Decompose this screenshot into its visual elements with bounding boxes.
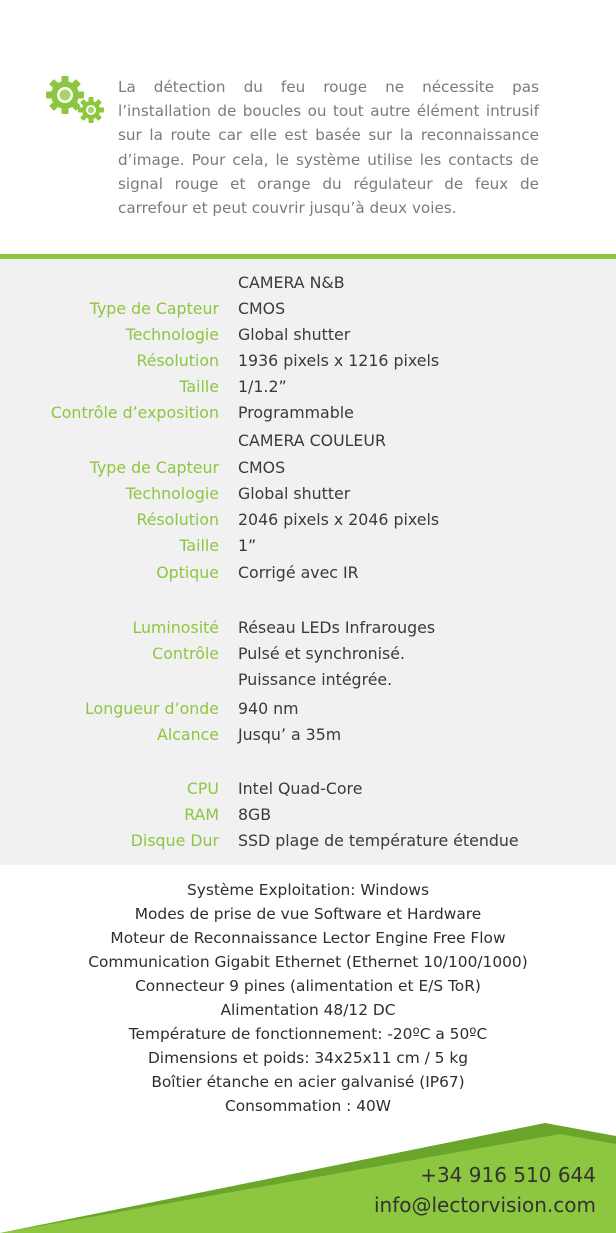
spec-label: Alcance <box>157 725 219 744</box>
feature-line: Température de fonctionnement: -20ºC a 50ºC <box>128 1025 488 1043</box>
spec-value: 8GB <box>238 805 272 824</box>
spec-row <box>0 723 616 749</box>
spec-label: Technologie <box>125 484 219 503</box>
spec-value: 940 nm <box>238 699 299 718</box>
spec-label: Longueur d’onde <box>85 699 219 718</box>
spec-row <box>0 668 616 694</box>
spec-row <box>0 349 616 375</box>
spec-value: 1/1.2” <box>238 377 287 396</box>
spec-value: Global shutter <box>238 484 351 503</box>
contact-email[interactable]: info@lectorvision.com <box>373 1193 596 1217</box>
spec-row <box>0 297 616 323</box>
spec-value: 1936 pixels x 1216 pixels <box>238 351 440 370</box>
spec-row <box>0 697 616 723</box>
spec-row <box>0 323 616 349</box>
spec-row <box>0 271 616 297</box>
spec-value: 2046 pixels x 2046 pixels <box>238 510 440 529</box>
feature-line: Consommation : 40W <box>224 1097 392 1115</box>
spec-row <box>0 829 616 855</box>
spec-row <box>0 456 616 482</box>
spec-row <box>0 401 616 427</box>
feature-line: Connecteur 9 pines (alimentation et E/S ToR) <box>135 977 481 995</box>
spec-row <box>0 508 616 534</box>
spec-label: Type de Capteur <box>89 458 219 477</box>
spec-value: Corrigé avec IR <box>238 563 359 582</box>
contact-phone[interactable]: +34 916 510 644 <box>420 1163 596 1187</box>
spec-value: CMOS <box>238 458 286 477</box>
spec-row <box>0 561 616 587</box>
spec-label: Contrôle d’exposition <box>50 403 219 422</box>
feature-line: Communication Gigabit Ethernet (Ethernet 10/100/1000) <box>88 953 528 971</box>
intro-paragraph: La détection du feu rouge ne nécessite pas l’installation de boucles ou tout autre élément intrusif sur la route car elle est basée sur la reconnaissance d’image. Pour cela, le système utilise les contacts de signal rouge et orange du régulateur de feux de carrefour et peut couvrir jusqu’à deux voies. <box>118 78 539 218</box>
intro-section <box>0 0 616 255</box>
spec-label: Technologie <box>125 325 219 344</box>
spec-label: Luminosité <box>132 618 219 637</box>
spec-value: SSD plage de température étendue <box>238 831 519 850</box>
feature-line: Boîtier étanche en acier galvanisé (IP67) <box>151 1073 465 1091</box>
spec-label: Résolution <box>136 351 219 370</box>
spec-value: Programmable <box>238 403 354 422</box>
spec-row <box>0 642 616 668</box>
spec-label: Type de Capteur <box>89 299 219 318</box>
spec-label: Taille <box>179 536 219 555</box>
spec-label: Taille <box>179 377 219 396</box>
spec-value: Jusqu’ a 35m <box>238 725 342 744</box>
spec-row <box>0 777 616 803</box>
feature-line: Alimentation 48/12 DC <box>220 1001 396 1019</box>
spec-row <box>0 534 616 560</box>
spec-value: Intel Quad-Core <box>238 779 363 798</box>
spec-row <box>0 803 616 829</box>
feature-line: Système Exploitation: Windows <box>186 881 430 899</box>
spec-value: Pulsé et synchronisé. <box>238 644 406 663</box>
spec-row <box>0 375 616 401</box>
spec-value: 1” <box>238 536 257 555</box>
spec-label: Résolution <box>136 510 219 529</box>
features-list <box>0 878 616 1118</box>
spec-value: CAMERA COULEUR <box>238 431 386 450</box>
feature-line: Moteur de Reconnaissance Lector Engine Free Flow <box>110 929 506 947</box>
spec-row <box>0 482 616 508</box>
spec-row <box>0 616 616 642</box>
spec-value: Réseau LEDs Infrarouges <box>238 618 436 637</box>
spec-label: Contrôle <box>152 644 219 663</box>
spec-row <box>0 429 616 455</box>
spec-value: Global shutter <box>238 325 351 344</box>
spec-label: CPU <box>186 779 219 798</box>
feature-line: Modes de prise de vue Software et Hardware <box>134 905 482 923</box>
gears-icon <box>45 73 107 127</box>
specifications-table <box>0 259 616 865</box>
spec-value: CMOS <box>238 299 286 318</box>
spec-label: Disque Dur <box>130 831 219 850</box>
spec-label: RAM <box>184 805 219 824</box>
spec-value: CAMERA N&B <box>238 273 345 292</box>
spec-label: Optique <box>156 563 219 582</box>
feature-line: Dimensions et poids: 34x25x11 cm / 5 kg <box>147 1049 469 1067</box>
spec-value: Puissance intégrée. <box>238 670 393 689</box>
